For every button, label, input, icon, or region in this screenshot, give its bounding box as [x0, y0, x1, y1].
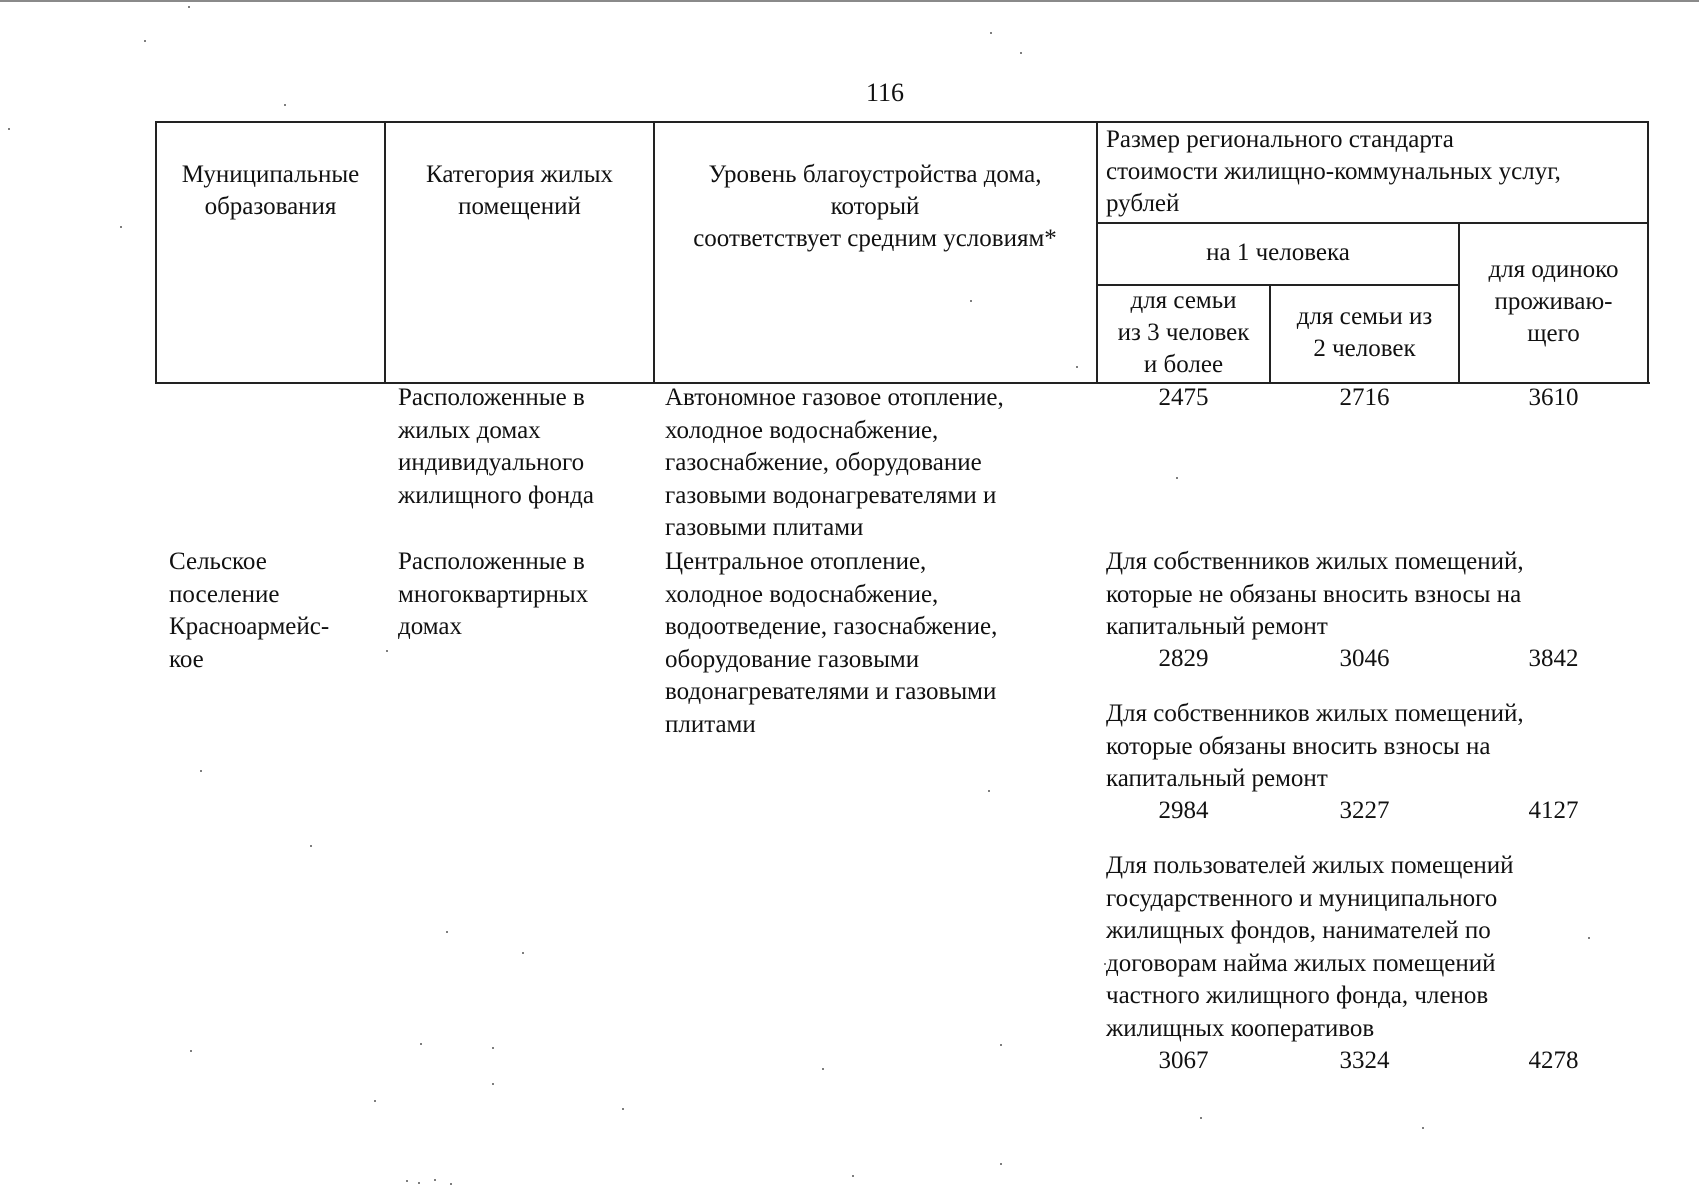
row2-group2-value-family2: 3227 — [1339, 797, 1390, 824]
row2-group2-value-family3: 2984 — [1158, 797, 1209, 824]
per-person-right-border — [1458, 222, 1460, 384]
page-number: 116 — [865, 78, 905, 107]
group-header-divider — [1096, 222, 1649, 224]
family3-right-border — [1269, 284, 1271, 384]
row2-group1-value-single: 3842 — [1528, 645, 1579, 672]
col2-right-border — [653, 121, 655, 384]
row2-group1-value-family2: 3046 — [1339, 645, 1390, 672]
table-left-border — [155, 121, 157, 384]
header-per-person: на 1 человека — [1206, 239, 1350, 266]
row1-value-single: 3610 — [1528, 384, 1579, 411]
scan-top-edge — [0, 0, 1699, 2]
table-right-border — [1647, 121, 1649, 384]
table-top-border — [155, 121, 1649, 123]
row1-value-family3: 2475 — [1158, 384, 1209, 411]
col1-right-border — [384, 121, 386, 384]
row2-group3-value-family3: 3067 — [1158, 1047, 1209, 1074]
row2-group3-value-family2: 3324 — [1339, 1047, 1390, 1074]
row2-group3-value-single: 4278 — [1528, 1047, 1579, 1074]
row1-value-family2: 2716 — [1339, 384, 1390, 411]
row2-group2-value-single: 4127 — [1528, 797, 1579, 824]
row2-group1-value-family3: 2829 — [1158, 645, 1209, 672]
col3-right-border — [1096, 121, 1098, 384]
